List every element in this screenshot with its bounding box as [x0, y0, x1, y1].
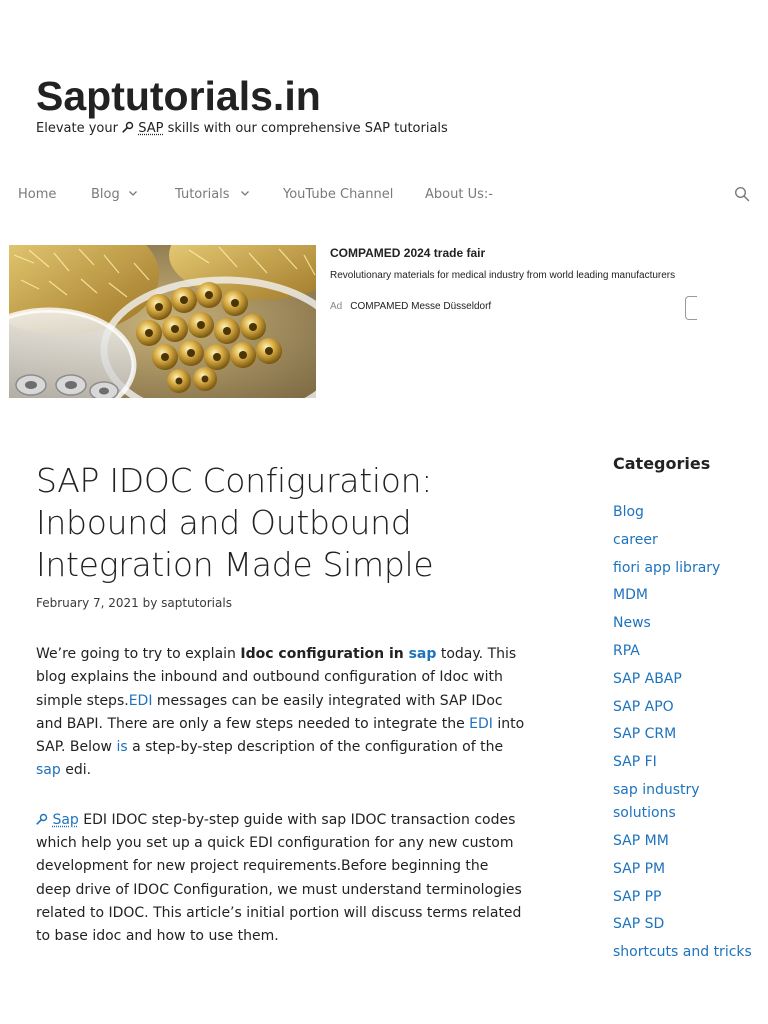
category-link[interactable]: SAP FI [613, 754, 657, 771]
nav-item-youtube-channel[interactable] [283, 176, 393, 214]
nav-item-home[interactable] [18, 176, 56, 214]
advertisement[interactable] [9, 245, 709, 398]
link-is[interactable]: is [116, 739, 128, 756]
category-link[interactable]: shortcuts and tricks [613, 944, 752, 961]
tagline-text-after: skills with our comprehensive SAP tutorials [163, 121, 448, 136]
site-header [36, 72, 736, 138]
category-link[interactable]: SAP APO [613, 698, 674, 715]
nav-item-label: Blog [91, 187, 120, 202]
text: into SAP. Below [36, 715, 525, 756]
category-link[interactable]: SAP SD [613, 916, 665, 933]
bold-text: Idoc configuration in [240, 646, 409, 662]
nav-item-label: Tutorials [175, 187, 230, 202]
text: today. This blog explains the inbound and outbound configuration of Idoc with simple steps. [36, 646, 517, 709]
ad-meta [330, 300, 491, 314]
text: EDI IDOC step-by-step guide with sap IDOC transaction codes which help you set up a quick EDI configuration for any new custom development for new project requirements.Before beginning the deep drive of IDOC Configuration, we must understand terminologies related to IDOC. This article’s initial portion will discuss terms related to base idoc and how to use them. [36, 811, 522, 945]
ad-open-button[interactable] [685, 296, 697, 320]
ad-description[interactable]: Revolutionary materials for medical industry from world leading manufacturers [330, 270, 676, 281]
link-edi-2[interactable]: EDI [469, 715, 493, 732]
nav-item-label: About Us:- [425, 187, 493, 202]
category-link[interactable]: fiori app library [613, 559, 721, 576]
category-link[interactable]: SAP CRM [613, 726, 677, 743]
ad-badge: Ad [330, 301, 343, 312]
category-link[interactable]: RPA [613, 642, 640, 659]
post-date[interactable]: February 7, 2021 [36, 596, 139, 610]
keyword-link-sap[interactable]: Sap [52, 811, 79, 828]
chevron-down-icon [240, 188, 250, 198]
sidebar [613, 452, 763, 969]
text: a step-by-step description of the configuration of the [127, 739, 504, 756]
tagline-keyword-link[interactable]: SAP [138, 121, 164, 136]
main-navigation [0, 176, 768, 214]
paragraph-1 [36, 643, 526, 783]
ad-image[interactable] [9, 245, 316, 398]
category-link[interactable]: SAP ABAP [613, 670, 682, 687]
nav-item-blog[interactable] [91, 176, 138, 214]
nav-item-tutorials[interactable] [175, 176, 250, 214]
text: We’re going to try to explain [36, 646, 241, 662]
category-link[interactable]: SAP MM [613, 833, 669, 850]
category-link[interactable]: SAP PM [613, 860, 666, 877]
link-edi[interactable]: EDI [128, 692, 153, 709]
ad-advertiser[interactable]: COMPAMED Messe Düsseldorf [350, 301, 492, 312]
site-title[interactable]: Saptutorials.in [36, 73, 321, 119]
category-link[interactable]: SAP PP [613, 888, 662, 905]
ad-image-art [9, 245, 316, 398]
chevron-down-icon [128, 188, 138, 198]
category-link[interactable]: career [613, 531, 658, 548]
category-link[interactable]: Blog [613, 504, 644, 520]
categories-list [613, 501, 763, 965]
paragraph-2 [36, 809, 526, 949]
category-link[interactable]: sap industry solutions [613, 781, 700, 822]
ad-title[interactable]: COMPAMED 2024 trade fair [330, 246, 486, 260]
post-title: SAP IDOC Configuration: Inbound and Outbound Integration Made Simple [36, 461, 434, 584]
tagline-text-before: Elevate your [36, 121, 123, 136]
search-icon[interactable] [734, 186, 750, 202]
site-tagline [36, 120, 736, 138]
nav-item-label: Home [18, 187, 57, 202]
search-keyword-icon [36, 813, 48, 825]
search-keyword-icon [122, 121, 134, 133]
nav-item-label: YouTube Channel [283, 187, 394, 202]
article [36, 460, 526, 949]
category-link[interactable]: News [613, 615, 651, 632]
text: messages can be easily integrated with SAP IDoc and BAPI. There are only a few steps needed to integrate the [36, 692, 503, 732]
post-meta [36, 595, 526, 611]
category-link[interactable]: MDM [613, 587, 648, 604]
nav-item-about-us[interactable] [425, 176, 493, 214]
categories-title: Categories [613, 454, 711, 473]
post-by: by [142, 596, 158, 610]
link-sap[interactable]: sap [36, 762, 61, 779]
text: edi. [60, 762, 92, 779]
link-sap-bold[interactable]: sap [408, 646, 437, 662]
post-author[interactable]: saptutorials [161, 596, 232, 610]
